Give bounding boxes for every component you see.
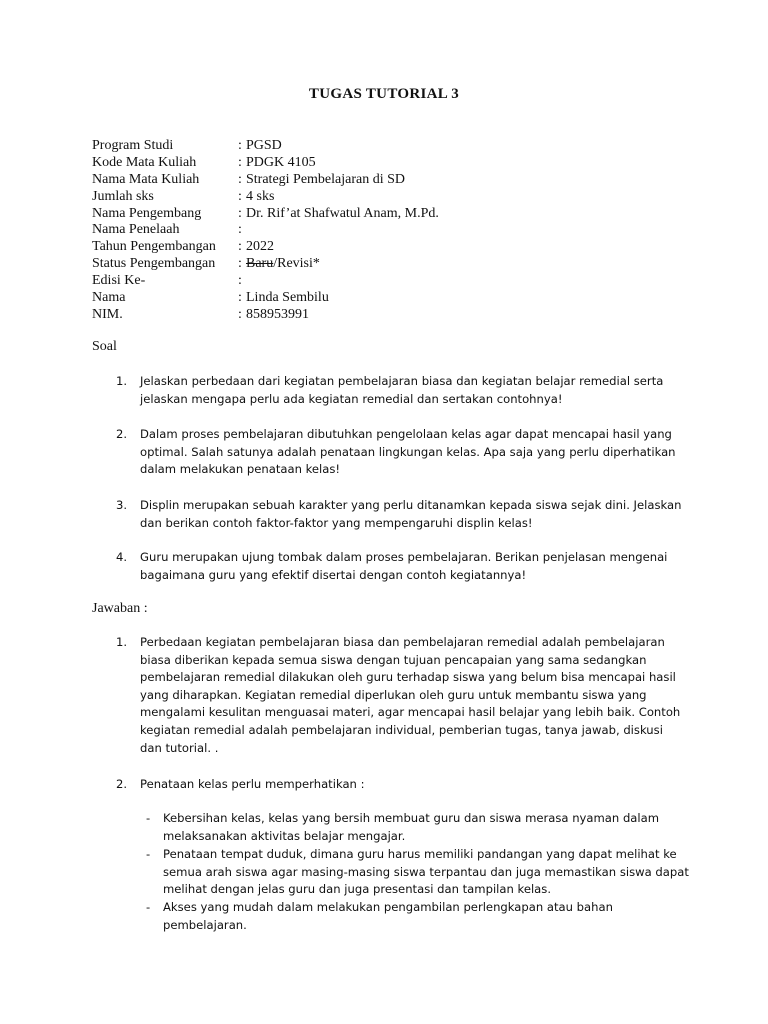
info-row-nama xyxy=(92,290,439,307)
dash-bullet: - xyxy=(146,847,151,861)
text-line: pembelajaran remedial dilakukan oleh guru terhadap siswa yang belum bisa mencapai hasil xyxy=(140,670,676,685)
info-label: Program Studi xyxy=(92,138,174,153)
info-label: Nama Penelaah xyxy=(92,222,180,238)
info-colon: : xyxy=(238,306,242,322)
info-label: Nama xyxy=(92,290,126,306)
info-row-jumlah-sks xyxy=(92,189,439,206)
text-line: yang diharapkan. Kegiatan remedial diperlukan oleh guru untuk membantu siswa yang xyxy=(140,687,647,702)
info-row-nama-mata-kuliah xyxy=(92,172,439,189)
answer-number: 2. xyxy=(116,777,128,791)
jawaban-heading: Jawaban : xyxy=(92,601,148,616)
text-line: melaksanakan aktivitas belajar mengajar. xyxy=(163,828,406,843)
info-value: PDGK 4105 xyxy=(246,154,316,170)
info-value: Strategi Pembelajaran di SD xyxy=(246,171,406,187)
info-row-nama-pengembang xyxy=(92,206,439,223)
info-label: NIM. xyxy=(92,306,123,322)
info-colon: : xyxy=(238,154,242,170)
question-text xyxy=(140,549,700,584)
text-line: Displin merupakan sebuah karakter yang perlu ditanamkan kepada siswa sejak dini. Jelaskan xyxy=(140,498,682,512)
info-row-nim xyxy=(92,307,439,324)
info-label: Edisi Ke- xyxy=(92,273,146,289)
text-line: dan berikan contoh faktor-faktor yang mempengaruhi displin kelas! xyxy=(140,515,533,530)
info-label: Status Pengembangan xyxy=(92,256,216,272)
info-row-kode-mata-kuliah xyxy=(92,155,439,172)
point-text xyxy=(163,846,689,899)
question-text xyxy=(140,426,700,479)
info-value: PGSD xyxy=(246,138,282,153)
text-line: melihat dengan jelas guru dan juga presentasi dan tampilan kelas. xyxy=(163,882,552,897)
dash-bullet: - xyxy=(146,900,151,914)
question-number: 1. xyxy=(116,374,128,388)
text-line: mengalami kesulitan menguasai materi, agar mencapai hasil belajar yang lebih baik. Contoh xyxy=(140,705,681,720)
text-line: Akses yang mudah dalam melakukan pengambilan perlengkapan atau bahan xyxy=(163,900,613,914)
info-colon: : xyxy=(238,239,242,255)
info-value: /Revisi* xyxy=(273,256,320,272)
text-line: Penataan kelas perlu memperhatikan : xyxy=(140,777,365,791)
soal-heading: Soal xyxy=(92,339,117,354)
text-line: bagaimana guru yang efektif disertai dengan contoh kegiatannya! xyxy=(140,567,527,582)
info-value: Linda Sembilu xyxy=(246,290,329,306)
info-colon: : xyxy=(238,290,242,306)
info-value: 2022 xyxy=(246,239,274,255)
info-label: Jumlah sks xyxy=(92,188,154,204)
info-colon: : xyxy=(238,273,242,289)
text-line: Perbedaan kegiatan pembelajaran biasa dan pembelajaran remedial adalah pembelajaran xyxy=(140,635,665,649)
text-line: pembelajaran. xyxy=(163,917,247,932)
answer-number: 1. xyxy=(116,635,128,649)
question-text xyxy=(140,497,700,532)
info-value-struck: Baru xyxy=(246,256,274,272)
question-number: 3. xyxy=(116,498,128,512)
info-row-edisi xyxy=(92,273,439,290)
text-line: dalam melakukan penataan kelas! xyxy=(140,462,341,477)
info-value: 858953991 xyxy=(246,306,309,322)
info-value: Dr. Rif’at Shafwatul Anam, M.Pd. xyxy=(246,205,439,221)
text-line: Kebersihan kelas, kelas yang bersih membuat guru dan siswa merasa nyaman dalam xyxy=(163,811,660,825)
answer-text xyxy=(140,776,700,794)
question-number: 2. xyxy=(116,427,128,441)
info-row-status-pengembangan xyxy=(92,256,439,273)
text-line: kegiatan remedial adalah pembelajaran individual, pemberian tugas, tanya jawab, diskusi xyxy=(140,722,663,737)
info-label: Nama Pengembang xyxy=(92,205,202,221)
dash-bullet: - xyxy=(146,811,151,825)
info-row-tahun-pengembangan xyxy=(92,239,439,256)
document-title: TUGAS TUTORIAL 3 xyxy=(308,86,460,102)
info-label: Tahun Pengembangan xyxy=(92,239,216,255)
text-line: Jelaskan perbedaan dari kegiatan pembelajaran biasa dan kegiatan belajar remedial serta xyxy=(140,374,664,388)
point-text xyxy=(163,810,659,845)
question-number: 4. xyxy=(116,550,128,564)
text-line: optimal. Salah satunya adalah penataan lingkungan kelas. Apa saja yang perlu diperhatikan xyxy=(140,444,676,459)
info-colon: : xyxy=(238,205,242,221)
text-line: Guru merupakan ujung tombak dalam proses pembelajaran. Berikan penjelasan mengenai xyxy=(140,550,668,564)
text-line: Dalam proses pembelajaran dibutuhkan pengelolaan kelas agar dapat mencapai hasil yang xyxy=(140,427,672,441)
text-line: semua arah siswa agar masing-masing siswa terpantau dan juga memastikan siswa dapat xyxy=(163,864,689,879)
info-label: Nama Mata Kuliah xyxy=(92,171,200,187)
info-colon: : xyxy=(238,256,242,272)
info-colon: : xyxy=(238,171,242,187)
text-line: biasa diberikan kepada semua siswa dengan tujuan pencapaian yang sama sedangkan xyxy=(140,652,647,667)
point-text xyxy=(163,899,613,934)
question-text xyxy=(140,373,700,408)
info-label: Kode Mata Kuliah xyxy=(92,154,197,170)
info-row-nama-penelaah xyxy=(92,222,439,239)
info-colon: : xyxy=(238,222,242,238)
answer-text xyxy=(140,634,700,757)
info-colon: : xyxy=(238,188,242,204)
text-line: dan tutorial. . xyxy=(140,740,219,755)
info-colon: : xyxy=(238,138,242,153)
info-block xyxy=(92,138,439,324)
info-value: 4 sks xyxy=(246,188,275,204)
info-row-program-studi xyxy=(92,138,439,155)
text-line: jelaskan mengapa perlu ada kegiatan remedial dan sertakan contohnya! xyxy=(140,391,563,406)
text-line: Penataan tempat duduk, dimana guru harus memiliki pandangan yang dapat melihat ke xyxy=(163,847,677,861)
